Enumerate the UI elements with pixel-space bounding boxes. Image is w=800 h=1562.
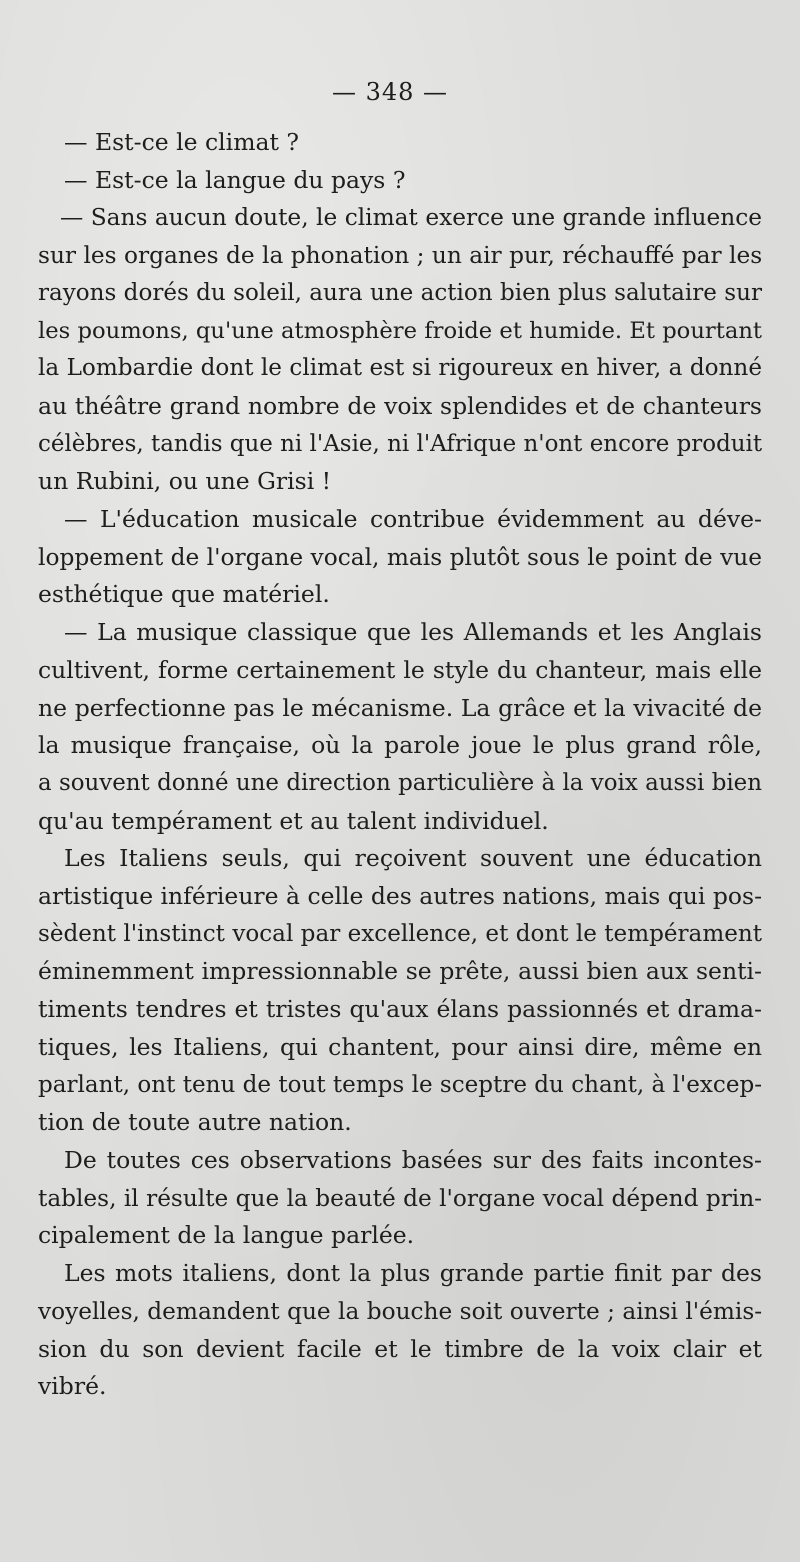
- text-line: artistique inférieure à celle des autres nations, mais qui pos-: [38, 882, 762, 911]
- text-line: voyelles, demandent que la bouche soit ouverte ; ainsi l'émis-: [38, 1297, 763, 1325]
- page-number: — 348 —: [331, 78, 449, 106]
- text-line: De toutes ces observations basées sur des faits incontes-: [64, 1145, 762, 1174]
- text-line: Les mots italiens, dont la plus grande partie finit par des: [64, 1259, 762, 1288]
- text-line: cultivent, forme certainement le style du chanteur, mais elle: [38, 655, 762, 684]
- text-line: loppement de l'organe vocal, mais plutôt sous le point de vue: [38, 543, 762, 571]
- text-line: — Est-ce la langue du pays ?: [64, 165, 406, 194]
- text-line: vibré.: [38, 1372, 107, 1401]
- text-line: les poumons, qu'une atmosphère froide et humide. Et pourtant: [38, 317, 762, 344]
- text-line: sur les organes de la phonation ; un air pur, réchauffé par les: [38, 242, 763, 270]
- text-line: tables, il résulte que la beauté de l'organe vocal dépend prin-: [38, 1184, 762, 1212]
- text-line: au théâtre grand nombre de voix splendides et de chanteurs: [38, 391, 762, 420]
- text-line: parlant, ont tenu de tout temps le sceptre du chant, à l'excep-: [38, 1071, 762, 1098]
- text-line: rayons dorés du soleil, aura une action bien plus salutaire sur: [38, 279, 762, 306]
- text-line: Les Italiens seuls, qui reçoivent souvent une éducation: [64, 844, 762, 873]
- text-line: qu'au tempérament et au talent individuel.: [38, 806, 549, 835]
- text-line: sèdent l'instinct vocal par excellence, et dont le tempérament: [38, 920, 762, 947]
- text-line: tiques, les Italiens, qui chantent, pour ainsi dire, même en: [38, 1032, 762, 1061]
- text-line: tion de toute autre nation.: [38, 1108, 352, 1137]
- text-line: timents tendres et tristes qu'aux élans passionnés et drama-: [38, 995, 762, 1024]
- text-line: — Sans aucun doute, le climat exerce une grande influence: [60, 204, 762, 232]
- text-line: cipalement de la langue parlée.: [38, 1221, 415, 1250]
- text-line: — Est-ce le climat ?: [64, 128, 299, 156]
- text-line: — L'éducation musicale contribue évidemment au déve-: [64, 505, 762, 534]
- text-line: ne perfectionne pas le mécanisme. La grâce et la vivacité de: [38, 693, 762, 722]
- text-line: éminemment impressionnable se prête, aussi bien aux senti-: [38, 957, 762, 986]
- body-text: [38, 124, 762, 1406]
- text-line: — La musique classique que les Allemands et les Anglais: [64, 618, 762, 647]
- text-line: sion du son devient facile et le timbre de la voix clair et: [38, 1334, 762, 1363]
- text-line: a souvent donné une direction particulière à la voix aussi bien: [38, 769, 762, 796]
- text-line: un Rubini, ou une Grisi !: [38, 467, 332, 496]
- text-line: esthétique que matériel.: [38, 580, 330, 609]
- text-line: la Lombardie dont le climat est si rigoureux en hiver, a donné: [38, 355, 762, 382]
- text-line: célèbres, tandis que ni l'Asie, ni l'Afrique n'ont encore produit: [38, 430, 763, 457]
- text-line: la musique française, où la parole joue le plus grand rôle,: [38, 731, 762, 760]
